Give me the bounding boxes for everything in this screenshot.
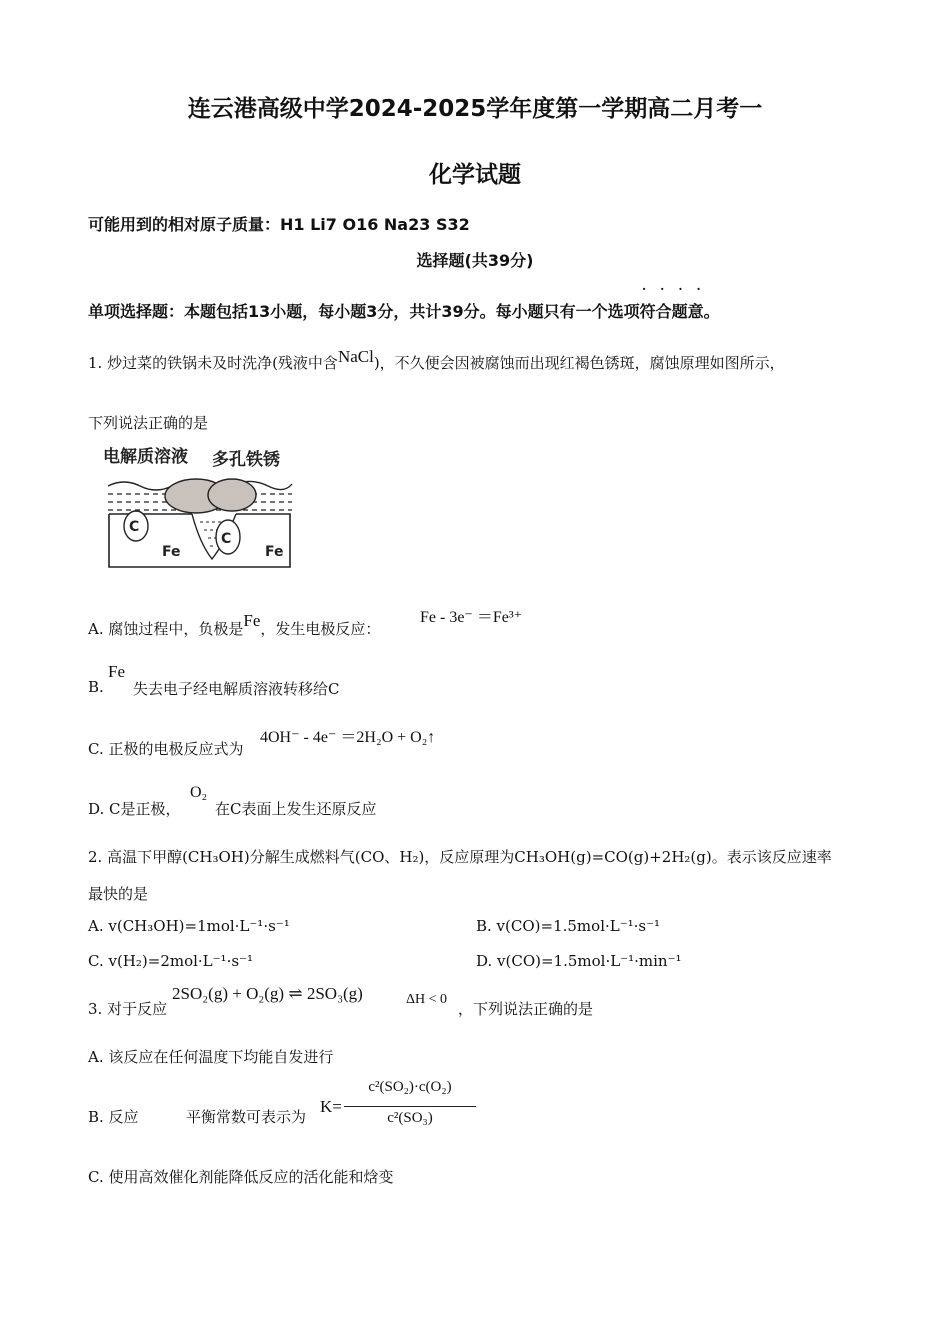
k-lhs: K=	[320, 1097, 342, 1116]
q1-b-fe: Fe	[108, 662, 125, 681]
q1-stem	[88, 347, 785, 373]
fraction-bar	[344, 1106, 476, 1107]
q3-option-c: C. 使用高效催化剂能降低反应的活化能和焓变	[88, 1168, 394, 1186]
fig-fe-right: Fe	[265, 544, 284, 560]
q1-option-c: C. 正极的电极反应式为	[88, 740, 244, 758]
q1-d-o2: O₂	[190, 784, 208, 801]
q1-b-text: 失去电子经电解质溶液转移给C	[133, 680, 340, 698]
q3-stem-a: 3. 对于反应	[88, 1000, 168, 1018]
q1-a-formula: Fe - 3e⁻ ＝Fe³⁺	[420, 609, 523, 626]
fig-label-electrolyte: 电解质溶液	[103, 447, 188, 467]
q1-option-b: B.	[88, 678, 104, 696]
nacl-formula: NaCl	[337, 347, 374, 366]
fig-c-left: C	[129, 519, 140, 535]
q3-option-a: A. 该反应在任何温度下均能自发进行	[88, 1048, 334, 1066]
q2-option-b: B. v(CO)=1.5mol·L⁻¹·s⁻¹	[476, 917, 661, 935]
k-numerator: c²(SO₂)·c(O₂)	[368, 1079, 452, 1095]
atomic-masses: 可能用到的相对原子质量：H1 Li7 O16 Na23 S32	[88, 215, 470, 234]
q1-stem-c: 下列说法正确的是	[88, 414, 209, 432]
q1-c-formula: 4OH⁻ - 4e⁻ ＝2H₂O + O₂↑	[260, 729, 436, 746]
q1-option-d: D. C是正极，	[88, 800, 181, 818]
q2-stem: 2. 高温下甲醇(CH₃OH)分解生成燃料气(CO、H₂)，反应原理为CH₃OH(g)=CO(g)+2H₂(g)。表示该反应速率	[88, 848, 832, 866]
q1-option-a: A. 腐蚀过程中，负极是Fe，发生电极反应：	[88, 611, 381, 638]
q2-option-a: A. v(CH₃OH)=1mol·L⁻¹·s⁻¹	[88, 917, 290, 935]
q2-stem2: 最快的是	[88, 885, 149, 903]
q1-d-text2: 在C表面上发生还原反应	[215, 800, 377, 818]
exam-title: 连云港高级中学2024-2025学年度第一学期高二月考一	[187, 96, 763, 122]
q1-stem-a: 1. 炒过菜的铁锅未及时洗净(残液中含	[88, 354, 338, 372]
section-heading: 选择题(共39分)	[416, 251, 534, 270]
q3-reaction: 2SO₂(g) + O₂(g) ⇌ 2SO₃(g)	[172, 984, 363, 1003]
fe-symbol: Fe	[243, 611, 261, 630]
fig-fe-left: Fe	[162, 544, 181, 560]
q1-stem-b: )，不久便会因被腐蚀而出现红褐色锈斑，腐蚀原理如图所示，	[373, 354, 785, 372]
instructions: 单项选择题：本题包括13小题，每小题3分，共计39分。每小题只有一个选项符合题意。	[88, 302, 720, 321]
q3-option-b-text: 平衡常数可表示为	[186, 1108, 307, 1126]
q3-option-b-prefix: B. 反应	[88, 1108, 139, 1126]
fig-label-rust: 多孔铁锈	[212, 450, 280, 470]
fig-c-pit: C	[221, 531, 232, 547]
k-denominator: c²(SO₃)	[387, 1110, 433, 1126]
q3-stem-b: ，下列说法正确的是	[458, 1000, 594, 1018]
corrosion-diagram	[100, 440, 300, 572]
exam-subtitle: 化学试题	[429, 162, 521, 188]
q2-option-d: D. v(CO)=1.5mol·L⁻¹·min⁻¹	[476, 952, 682, 970]
rust-blob-right	[208, 479, 256, 511]
emphasis-dots: ····	[642, 282, 715, 296]
q3-delta-h: ΔH < 0	[406, 992, 448, 1007]
q2-option-c: C. v(H₂)=2mol·L⁻¹·s⁻¹	[88, 952, 253, 970]
